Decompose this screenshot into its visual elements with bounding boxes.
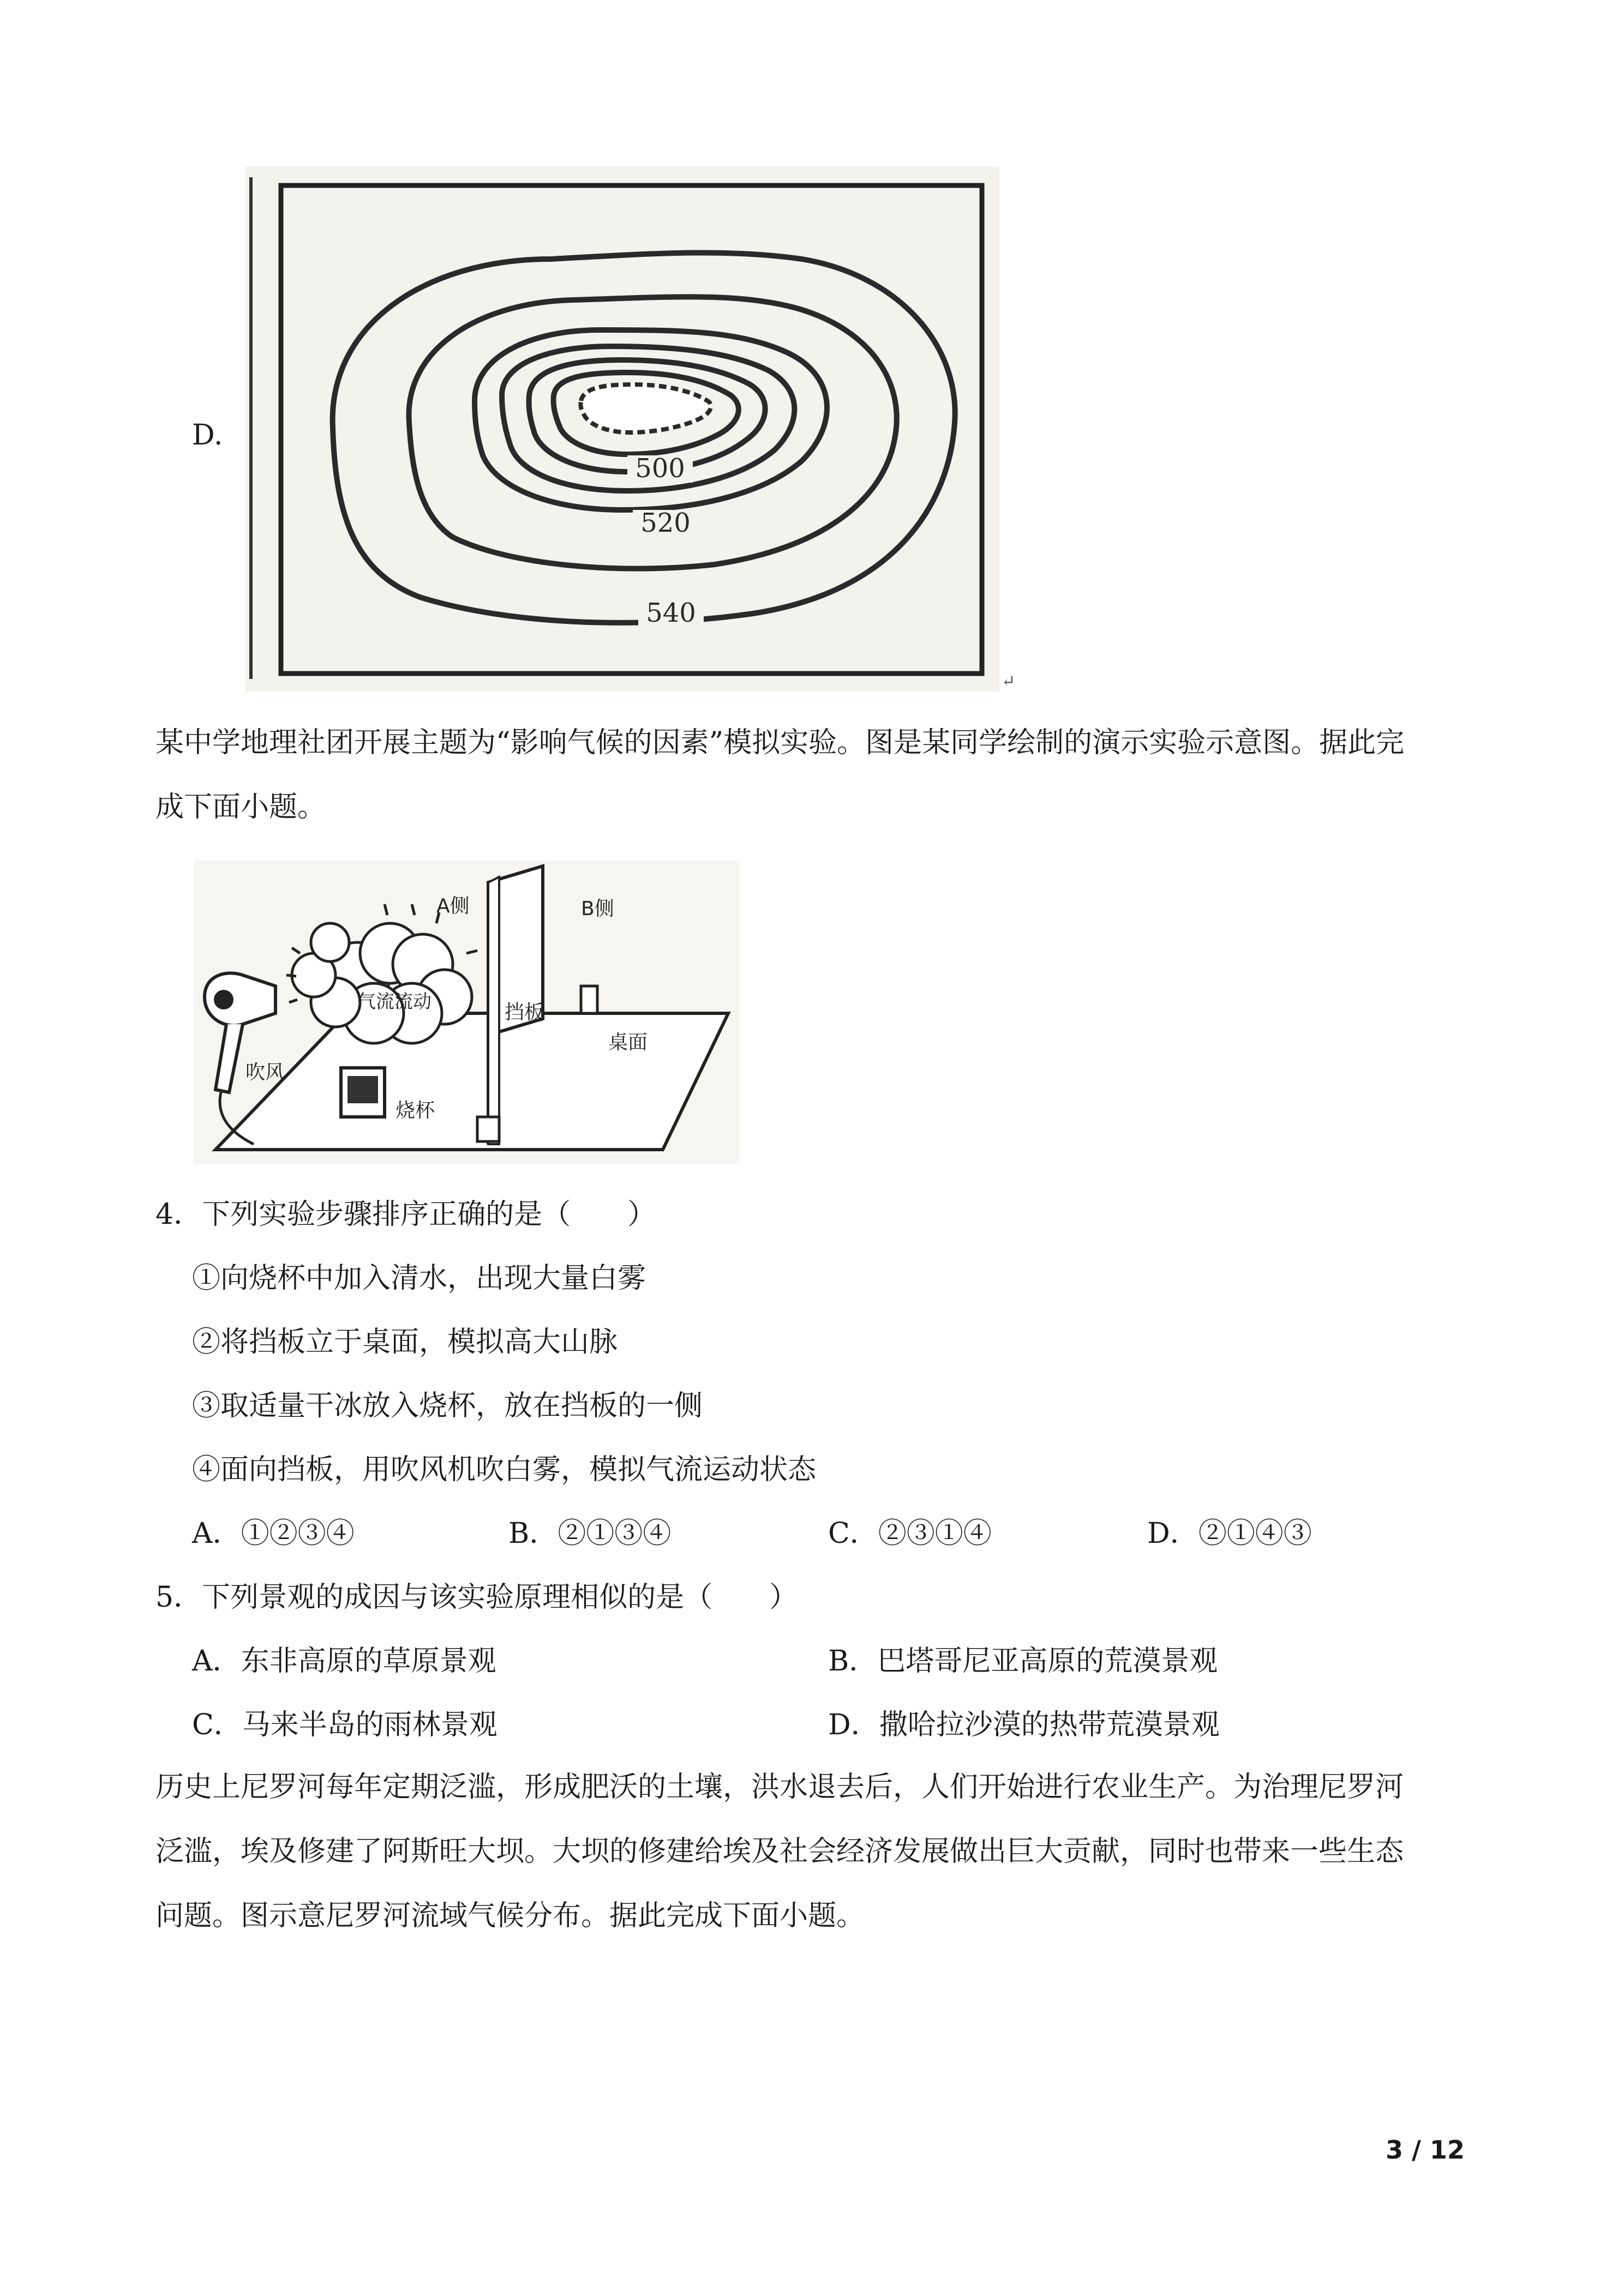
q4-option-c[interactable] <box>828 1516 992 1551</box>
q5-option-c-text: 马来半岛的雨林景观 <box>242 1709 498 1741</box>
label-beaker: 烧杯 <box>395 1099 435 1122</box>
label-side-a: A侧 <box>436 895 470 917</box>
q5-option-a-text: 东非高原的草原景观 <box>241 1645 496 1678</box>
q4-step-2: ②将挡板立于桌面，模拟高大山脉 <box>192 1326 618 1359</box>
experiment-figure <box>194 861 739 1164</box>
q4-step-3: ③取适量干冰放入烧杯，放在挡板的一侧 <box>192 1390 703 1422</box>
q4-option-d[interactable] <box>1147 1516 1312 1551</box>
intro-experiment-line1: 某中学地理社团开展主题为“影响气候的因素”模拟实验。图是某同学绘制的演示实验示意图。据此完 <box>155 726 1405 759</box>
q5-option-c-label: C． <box>192 1709 242 1741</box>
q4-stem: 4．下列实验步骤排序正确的是（ ） <box>155 1198 656 1231</box>
contour-label-520: 520 <box>640 508 691 538</box>
q5-option-a[interactable] <box>192 1644 496 1679</box>
label-blow: 吹风 <box>245 1061 285 1084</box>
page-number: 3 / 12 <box>1386 2135 1465 2165</box>
q4-option-b-label: B． <box>508 1517 558 1550</box>
contour-map-drawing <box>245 166 999 692</box>
q4-option-a-text: ①②③④ <box>241 1517 355 1550</box>
q4-option-d-label: D． <box>1147 1517 1198 1550</box>
label-desk: 桌面 <box>608 1031 648 1054</box>
option-d-label: D. <box>192 419 223 452</box>
q5-option-a-label: A． <box>192 1645 241 1678</box>
intro-nile-line2: 泛滥，埃及修建了阿斯旺大坝。大坝的修建给埃及社会经济发展做出巨大贡献，同时也带来一些生态 <box>155 1835 1404 1868</box>
q4-step-1: ①向烧杯中加入清水，出现大量白雾 <box>192 1262 646 1295</box>
experiment-drawing <box>194 861 739 1164</box>
q5-option-c[interactable] <box>192 1708 498 1742</box>
label-airflow: 气流流动 <box>357 991 432 1013</box>
contour-label-540: 540 <box>646 598 696 628</box>
intro-experiment-line2: 成下面小题。 <box>155 791 326 824</box>
q4-step-4: ④面向挡板，用吹风机吹白雾，模拟气流运动状态 <box>192 1453 817 1486</box>
label-board: 挡板 <box>505 1001 544 1024</box>
q5-option-d[interactable] <box>828 1708 1220 1742</box>
contour-map-figure <box>245 166 999 692</box>
q4-option-d-text: ②①④③ <box>1198 1517 1312 1550</box>
return-mark: ↵ <box>1002 672 1016 691</box>
q4-option-a[interactable] <box>192 1516 355 1551</box>
q5-option-d-text: 撒哈拉沙漠的热带荒漠景观 <box>879 1709 1220 1741</box>
intro-nile-line3: 问题。图示意尼罗河流域气候分布。据此完成下面小题。 <box>155 1900 865 1932</box>
q4-option-a-label: A． <box>192 1517 241 1550</box>
q4-option-b-text: ②①③④ <box>558 1517 672 1550</box>
q5-option-d-label: D． <box>828 1709 879 1741</box>
q5-option-b[interactable] <box>828 1644 1218 1679</box>
q5-stem: 5．下列景观的成因与该实验原理相似的是（ ） <box>155 1581 798 1614</box>
q4-option-b[interactable] <box>508 1516 671 1551</box>
contour-label-500: 500 <box>635 453 685 484</box>
q5-option-b-label: B． <box>828 1645 878 1678</box>
q4-option-c-text: ②③①④ <box>878 1517 992 1550</box>
label-side-b: B侧 <box>581 898 614 920</box>
q4-option-c-label: C． <box>828 1517 878 1550</box>
q5-option-b-text: 巴塔哥尼亚高原的荒漠景观 <box>877 1645 1218 1678</box>
intro-nile-line1: 历史上尼罗河每年定期泛滥，形成肥沃的土壤，洪水退去后，人们开始进行农业生产。为治理尼罗河 <box>155 1771 1404 1804</box>
